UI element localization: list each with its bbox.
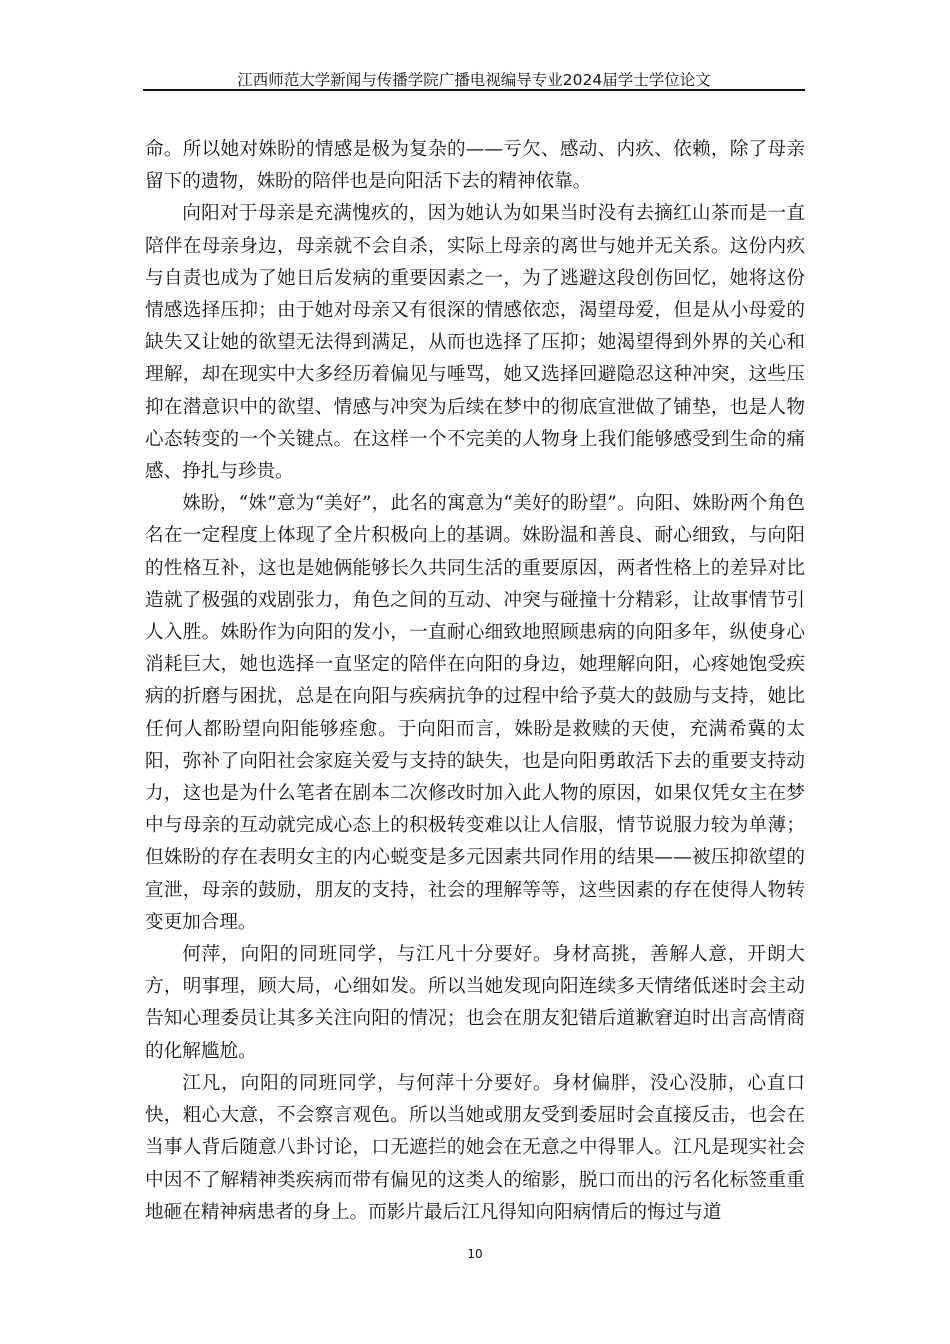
running-header: 江西师范大学新闻与传播学院广播电视编导专业2024届学士学位论文 [237,71,711,89]
paragraph-2: 向阳对于母亲是充满愧疚的，因为她认为如果当时没有去摘红山茶而是一直陪伴在母亲身边，母亲就不会自杀，实际上母亲的离世与她并无关系。这份内疚与自责也成为了她日后发病的重要因素之一，为了逃避这段创伤回忆，她将这份情感选择压抑；由于她对母亲又有很深的情感依恋，渴望母爱，但是从小母爱的缺失又让她的欲望无法得到满足，从而也选择了压抑；她渴望得到外界的关心和理解，却在现实中大多经历着偏见与唾骂，她又选择回避隐忍这种冲突，这些压抑在潜意识中的欲望、情感与冲突为后续在梦中的彻底宣泄做了铺垫，也是人物心态转变的一个关键点。在这样一个不完美的人物身上我们能够感受到生命的痛感、挣扎与珍贵。 [145,203,805,483]
page-number: 10 [467,1247,483,1261]
body-text [145,134,805,1229]
paragraph-4: 何萍，向阳的同班同学，与江凡十分要好。身材高挑，善解人意，开朗大方，明事理，顾大局，心细如发。所以当她发现向阳连续多天情绪低迷时会主动告知心理委员让其多关注向阳的情况；也会在朋友犯错后道歉窘迫时出言高情商的化解尴尬。 [145,944,805,1062]
paragraph-1: 命。所以她对姝盼的情感是极为复杂的——亏欠、感动、内疚、依赖，除了母亲留下的遗物，姝盼的陪伴也是向阳活下去的精神依靠。 [145,139,805,193]
header-rule [143,89,805,91]
paragraph-3: 姝盼，“姝”意为“美好”，此名的寓意为“美好的盼望”。向阳、姝盼两个角色名在一定程度上体现了全片积极向上的基调。姝盼温和善良、耐心细致，与向阳的性格互补，这也是她俩能够长久共同生活的重要原因，两者性格上的差异对比造就了极强的戏剧张力，角色之间的互动、冲突与碰撞十分精彩，让故事情节引人入胜。姝盼作为向阳的发小，一直耐心细致地照顾患病的向阳多年，纵使身心消耗巨大，她也选择一直坚定的陪伴在向阳的身边，她理解向阳，心疼她饱受疾病的折磨与困扰，总是在向阳与疾病抗争的过程中给予莫大的鼓励与支持，她比任何人都盼望向阳能够痊愈。于向阳而言，姝盼是救赎的天使，充满希冀的太阳，弥补了向阳社会家庭关爱与支持的缺失，也是向阳勇敢活下去的重要支持动力，这也是为什么笔者在剧本二次修改时加入此人物的原因，如果仅凭女主在梦中与母亲的互动就完成心态上的积极转变难以让人信服，情节说服力较为单薄；但姝盼的存在表明女主的内心蜕变是多元因素共同作用的结果——被压抑欲望的宣泄，母亲的鼓励，朋友的支持，社会的理解等等，这些因素的存在使得人物转变更加合理。 [145,493,805,933]
paragraph-5: 江凡，向阳的同班同学，与何萍十分要好。身材偏胖，没心没肺，心直口快，粗心大意，不会察言观色。所以当她或朋友受到委屈时会直接反击，也会在当事人背后随意八卦讨论，口无遮拦的她会在无意之中得罪人。江凡是现实社会中因不了解精神类疾病而带有偏见的这类人的缩影，脱口而出的污名化标签重重地砸在精神病患者的身上。而影片最后江凡得知向阳病情后的悔过与道 [145,1072,805,1223]
